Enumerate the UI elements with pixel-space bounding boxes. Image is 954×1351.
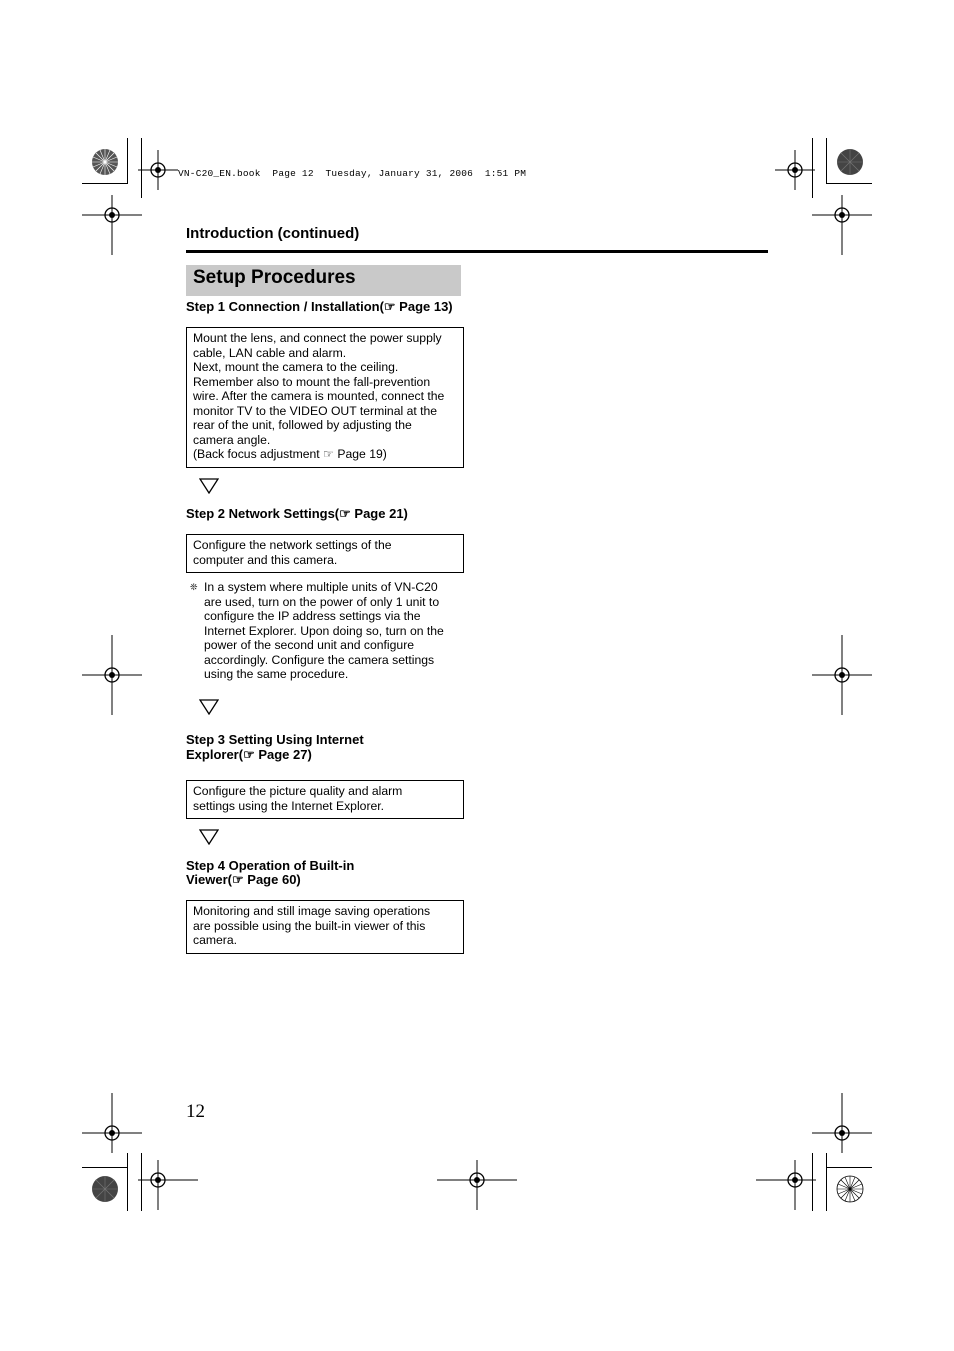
step-3-box <box>186 780 464 819</box>
step-1-text-line: monitor TV to the VIDEO OUT terminal at the <box>193 403 438 418</box>
registration-mark-icon <box>812 1093 872 1153</box>
step-3-text-line: settings using the Internet Explorer. <box>193 798 385 813</box>
crop-mark <box>82 1167 128 1168</box>
registration-mark-icon <box>812 195 872 255</box>
step-3-label-line: Step 3 Setting Using Internet <box>186 732 364 747</box>
note-line: configure the IP address settings via the <box>204 609 421 623</box>
registration-mark-icon <box>82 1093 142 1153</box>
step-4-text-line: camera. <box>193 933 238 947</box>
step-1-label <box>186 299 453 314</box>
step-2-label-line: Step 2 Network Settings(☞ Page 21) <box>186 506 408 521</box>
heading-rule <box>186 250 768 253</box>
step-4-text-line: Monitoring and still image saving operations <box>193 904 431 918</box>
page-number: 12 <box>186 1101 205 1122</box>
registration-mark-icon <box>138 1160 198 1210</box>
note-bullet-icon: ❊ <box>190 582 198 592</box>
registration-mark-icon <box>756 1160 816 1210</box>
step-1-text-line: camera angle. <box>193 432 271 447</box>
registration-mark-icon <box>138 150 178 190</box>
down-triangle-icon <box>199 699 219 715</box>
step-1-text-line: (Back focus adjustment ☞ Page 19) <box>193 447 387 461</box>
down-triangle-icon <box>199 478 219 494</box>
down-triangle-icon <box>199 829 219 845</box>
step-1-text-line: Next, mount the camera to the ceiling. <box>193 360 399 374</box>
registration-mark-icon <box>812 635 872 715</box>
section-heading: Introduction (continued) <box>186 225 360 242</box>
crop-mark <box>127 138 128 184</box>
step-4-label-line: Viewer(☞ Page 60) <box>186 871 301 887</box>
step-1-text-line: rear of the unit, followed by adjusting the <box>193 418 412 432</box>
note-text <box>204 580 460 682</box>
step-3-label <box>186 732 364 762</box>
step-4-label <box>186 859 354 886</box>
step-2-box <box>186 534 464 573</box>
note-line: are used, turn on the power of only 1 unit to <box>204 594 440 609</box>
step-1-label-line: Step 1 Connection / Installation(☞ Page 13) <box>186 299 453 314</box>
step-3-label-line: Explorer(☞ Page 27) <box>186 747 312 762</box>
step-1-text-line: Mount the lens, and connect the power supply <box>193 331 442 345</box>
step-2-label <box>186 506 408 521</box>
registration-mark-icon <box>775 150 815 190</box>
crop-mark <box>127 1153 128 1211</box>
starburst-mark-icon <box>90 147 120 177</box>
crop-mark <box>82 183 128 184</box>
step-3-text-line: Configure the picture quality and alarm <box>193 784 403 798</box>
step-1-text-line: cable, LAN cable and alarm. <box>193 345 347 360</box>
note-line: power of the second unit and configure <box>204 638 415 652</box>
step-2-text-line: Configure the network settings of the <box>193 538 392 552</box>
step-4-text-line: are possible using the built-in viewer of this <box>193 918 426 933</box>
starburst-mark-icon <box>835 1174 865 1204</box>
step-4-label-line: Step 4 Operation of Built-in <box>186 858 355 873</box>
title-band <box>186 265 461 296</box>
starburst-mark-icon <box>835 147 865 177</box>
note-line: Internet Explorer. Upon doing so, turn on the <box>204 623 444 638</box>
note-line: accordingly. Configure the camera settings <box>204 652 435 667</box>
crop-mark <box>826 138 827 184</box>
step-1-text-line: wire. After the camera is mounted, connect the <box>193 389 445 403</box>
registration-mark-icon <box>82 635 142 715</box>
note-line: using the same procedure. <box>204 667 349 681</box>
step-1-text-line: Remember also to mount the fall-prevention <box>193 374 431 389</box>
step-4-box <box>186 900 464 954</box>
step-1-box <box>186 327 464 468</box>
step-2-text-line: computer and this camera. <box>193 552 338 567</box>
registration-mark-icon <box>437 1160 517 1210</box>
crop-mark <box>826 183 872 184</box>
print-header: VN-C20_EN.book Page 12 Tuesday, January 31, 2006 1:51 PM <box>178 168 527 179</box>
registration-mark-icon <box>82 195 142 255</box>
crop-mark <box>826 1153 827 1211</box>
starburst-mark-icon <box>90 1174 120 1204</box>
note-line: In a system where multiple units of VN-C20 <box>204 580 438 594</box>
crop-mark <box>826 1167 872 1168</box>
page-title: Setup Procedures <box>193 267 356 288</box>
